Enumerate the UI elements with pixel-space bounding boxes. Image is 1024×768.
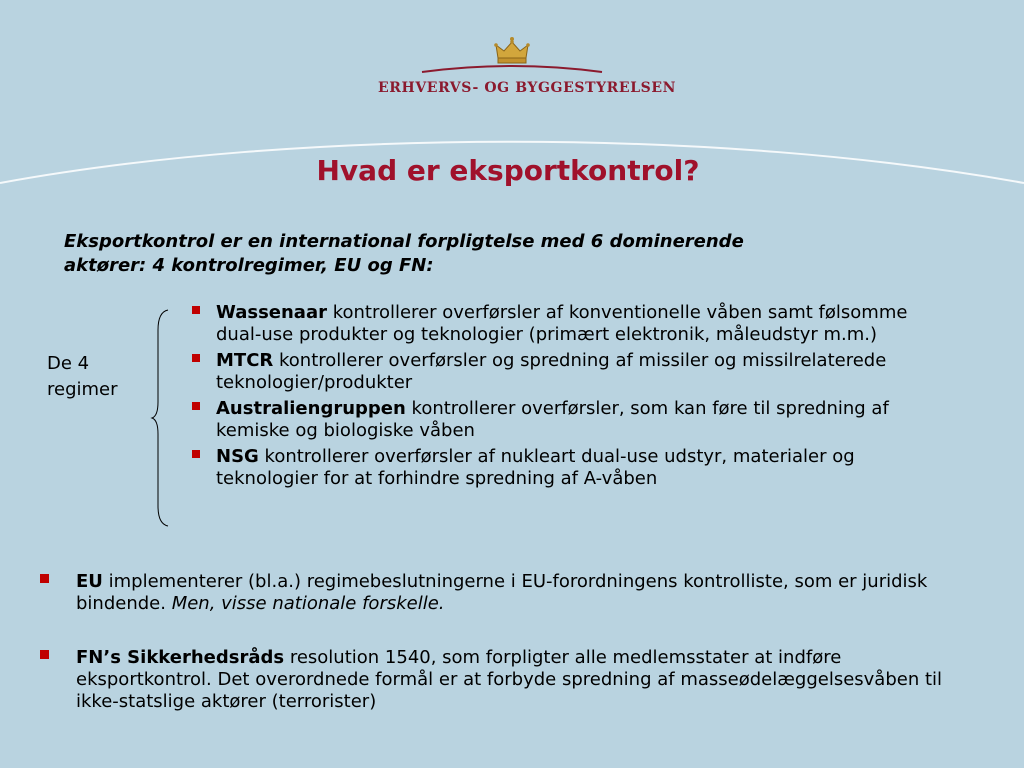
list-item <box>192 302 932 346</box>
square-bullet-icon <box>40 650 49 659</box>
org-name: ERHVERVS- OG BYGGESTYRELSEN <box>378 80 677 96</box>
square-bullet-icon <box>192 450 200 458</box>
actor-list <box>40 571 970 713</box>
slide-title: Hvad er eksportkontrol? <box>316 154 700 187</box>
regime-name: NSG <box>216 446 259 467</box>
curly-brace <box>150 306 174 530</box>
regime-text: kontrollerer overførsler og spredning af missiler og missilrelaterede teknologier/produkter <box>216 350 887 393</box>
list-item-eu <box>40 571 970 615</box>
regime-list <box>192 302 932 494</box>
regime-name: Wassenaar <box>216 302 327 323</box>
regime-text: kontrollerer overførsler af konventionelle våben samt følsomme dual-use produkter og teknologier (primært elektronik, måleudstyr m.m.) <box>216 302 908 345</box>
square-bullet-icon <box>192 354 200 362</box>
list-item <box>192 398 932 442</box>
regime-name: MTCR <box>216 350 274 371</box>
list-item-fn <box>40 647 970 713</box>
square-bullet-icon <box>40 574 49 583</box>
actor-name: FN’s Sikkerhedsråds <box>76 647 285 668</box>
actor-name: EU <box>76 571 103 592</box>
regime-text: kontrollerer overførsler af nukleart dual-use udstyr, materialer og teknologier for at forhindre spredning af A-våben <box>216 446 855 489</box>
list-item <box>192 446 932 490</box>
intro-text: Eksportkontrol er en international forpligtelse med 6 dominerende aktører: 4 kontrolregimer, EU og FN: <box>64 231 744 276</box>
regime-text: kontrollerer overførsler, som kan føre til spredning af kemiske og biologiske våben <box>216 398 889 441</box>
crown-icon <box>494 36 530 66</box>
regimes-label: De 4 regimer <box>47 353 118 400</box>
actor-note: Men, visse nationale forskelle. <box>171 593 445 614</box>
list-item <box>192 350 932 394</box>
square-bullet-icon <box>192 306 200 314</box>
regime-name: Australiengruppen <box>216 398 406 419</box>
square-bullet-icon <box>192 402 200 410</box>
actor-text: implementerer (bl.a.) regimebeslutningerne i EU-forordningens kontrolliste, som er juridisk bindende. <box>76 571 928 614</box>
actor-text: resolution 1540, som forpligter alle medlemsstater at indføre eksportkontrol. Det overordnede formål er at forbyde spredning af masseødelæggelsesvåben til ikke-statslige aktører (terrorister) <box>76 647 943 712</box>
